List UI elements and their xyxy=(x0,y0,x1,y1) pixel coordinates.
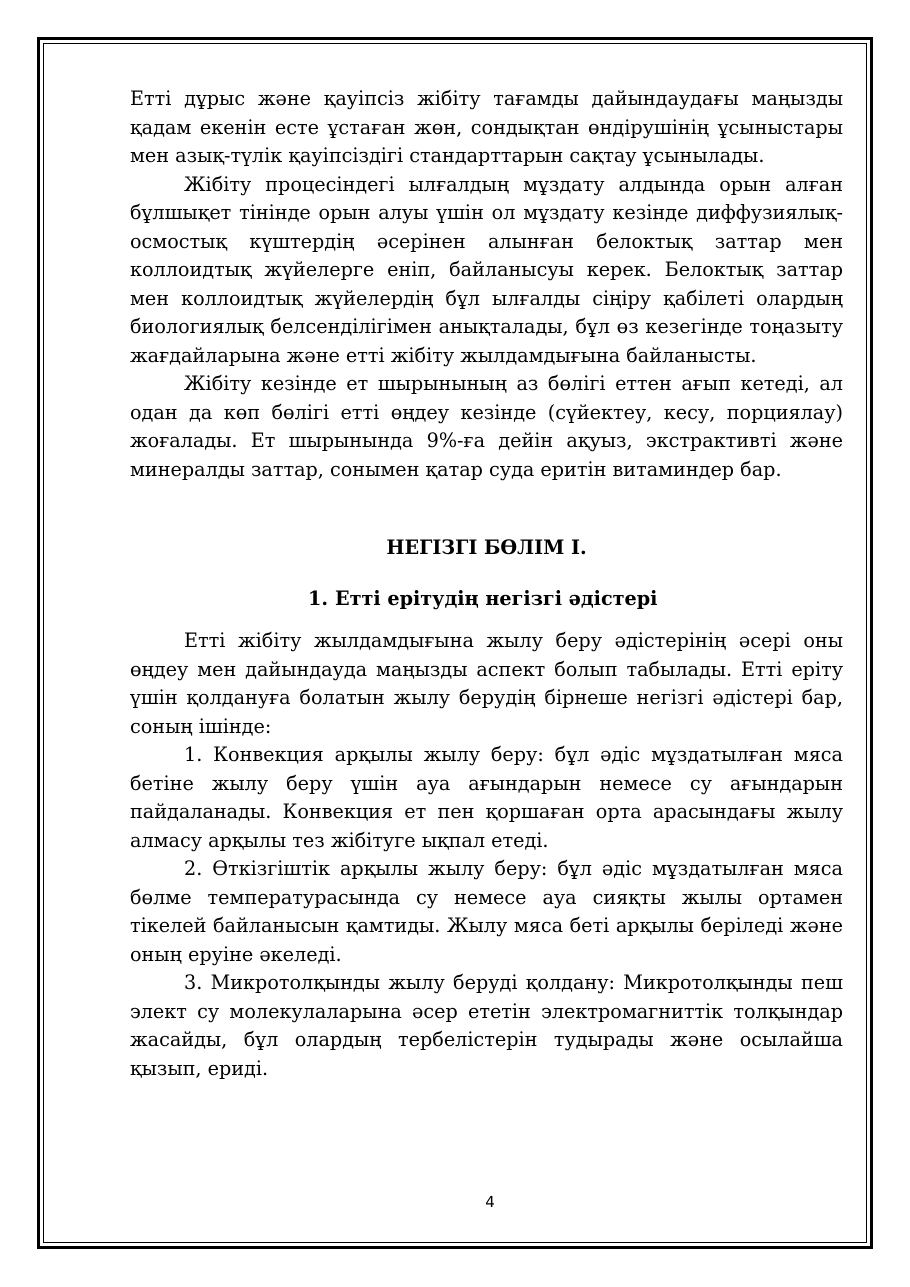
subsection-title: Етті ерітудің негізгі әдістері xyxy=(335,586,658,610)
section-heading: НЕГІЗГІ БӨЛІМ І. xyxy=(386,536,587,559)
page-number: 4 xyxy=(485,1193,495,1211)
paragraph-meat-juice: Жібіту кезінде ет шырынының аз бөлігі еттен ағып кетеді, ал одан да көп бөлігі етті өңдеу кезінде (сүйектеу, кесу, порциялау) жоғалады. Ет шырынында 9%-ға дейін ақуыз, экстрактивті және минералды заттар, сонымен қатар суда еритін витаминдер бар. xyxy=(130,372,843,481)
method-microwave: 3. Микротолқынды жылу беруді қолдану: Микротолқынды пеш элект су молекулаларына әсер ететін электромагниттік толқындар жасайды, бұл олардың тербелістерін тудырады және осылайша қызып, ериді. xyxy=(130,971,843,1080)
method-conduction: 2. Өткізгіштік арқылы жылу беру: бұл әдіс мұздатылған мяса бөлме температурасында су немесе ауа сияқты жылы ортамен тікелей байланысын қамтиды. Жылу мяса беті арқылы беріледі және оның еруіне әкеледі. xyxy=(130,857,843,966)
subsection-heading xyxy=(130,585,843,614)
paragraph-methods-intro: Етті жібіту жылдамдығына жылу беру әдістерінің әсері оны өңдеу мен дайындауда маңызды аспект болып табылады. Етті еріту үшін қолдануға болатын жылу берудің бірнеше негізгі әдістері бар, соның ішінде: xyxy=(130,629,843,738)
paragraph-moisture: Жібіту процесіндегі ылғалдың мұздату алдында орын алған бұлшықет тінінде орын алуы үшін ол мұздату кезінде диффузиялық-осмостық күштердің әсерінен алынған белоктық заттар мен коллоидтық жүйелерге еніп, байланысуы керек. Белоктық заттар мен коллоидтық жүйелердің бұл ылғалды сіңіру қабілеті олардың биологиялық белсенділігімен анықталады, бұл өз кезегінде тоңазыту жағдайларына және етті жібіту жылдамдығына байланысты. xyxy=(130,172,843,367)
subsection-number: 1. xyxy=(308,586,329,610)
intro-paragraph: Етті дұрыс және қауіпсіз жібіту тағамды дайындаудағы маңызды қадам екенін есте ұстаған жөн, сондықтан өндірушінің ұсыныстары мен азық-түлік қауіпсіздігі стандарттарын сақтау ұсынылады. xyxy=(130,87,843,167)
document-body xyxy=(130,85,843,1083)
method-convection: 1. Конвекция арқылы жылу беру: бұл әдіс мұздатылған мяса бетіне жылу беру үшін ауа ағындарын немесе су ағындарын пайдаланады. Конвекция ет пен қоршаған орта арасындағы жылу алмасу арқылы тез жібітуге ықпал етеді. xyxy=(130,743,843,852)
